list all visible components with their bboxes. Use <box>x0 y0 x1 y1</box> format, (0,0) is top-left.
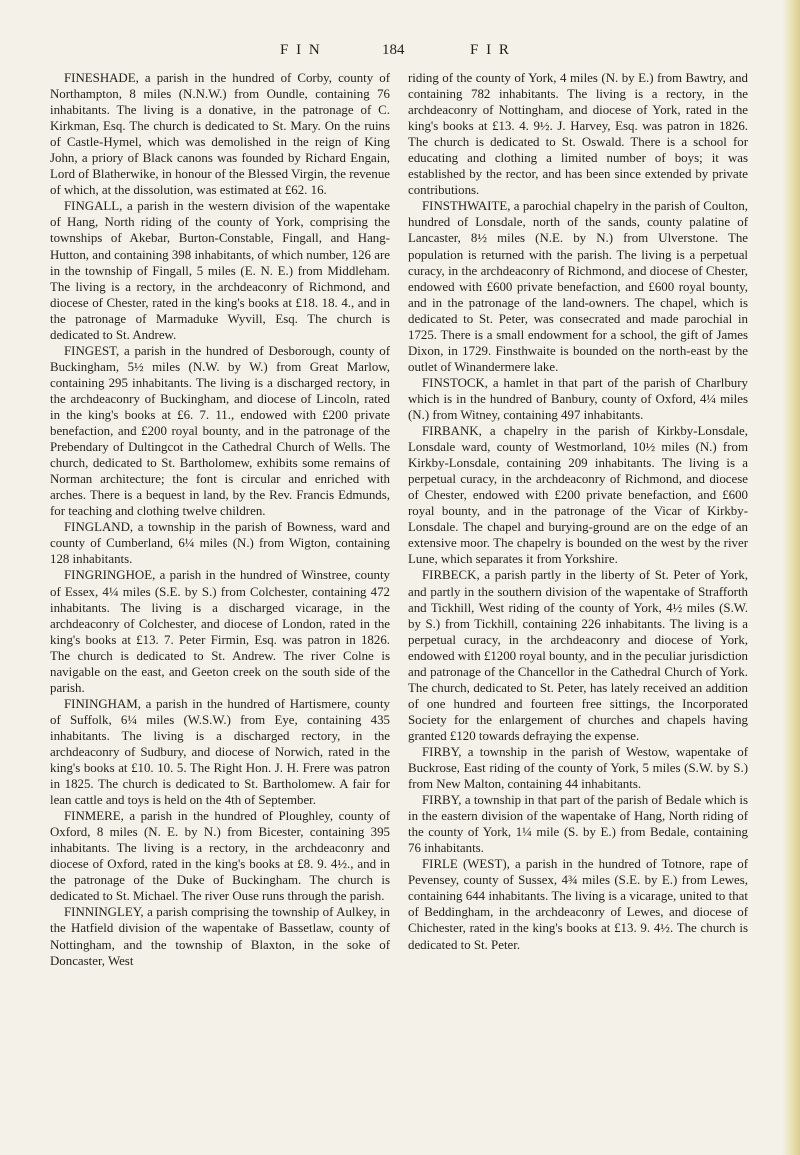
right-column <box>408 70 748 953</box>
gazetteer-entry: FINNINGLEY, a parish comprising the township of Aulkey, in the Hatfield division of the wapentake of Bassetlaw, county of Nottingham, and the township of Blaxton, in the soke of Doncaster, West <box>50 905 390 968</box>
header-left: F I N <box>280 42 322 58</box>
gazetteer-entry: FINGRINGHOE, a parish in the hundred of Winstree, county of Essex, 4¼ miles (S.E. by S.) from Colchester, containing 472 inhabitants. The living is a discharged vicarage, in the archdeaconry of Colchester, and diocese of London, rated in the king's books at £13. 7. Peter Firmin, Esq. was patron in 1826. The church is dedicated to St. Andrew. The river Colne is navigable on the east, and Geeton creek on the south side of the parish. <box>50 568 390 695</box>
page-number: 184 <box>382 42 405 58</box>
gazetteer-entry: FININGHAM, a parish in the hundred of Hartismere, county of Suffolk, 6¼ miles (W.S.W.) from Eye, containing 435 inhabitants. The living is a discharged rectory, in the archdeaconry of Sudbury, and diocese of Norwich, rated in the king's books at £10. 10. 5. The Right Hon. J. H. Frere was patron in 1825. The church is dedicated to St. Bartholomew. A fair for lean cattle and toys is held on the 4th of September. <box>50 696 390 808</box>
gazetteer-entry: riding of the county of York, 4 miles (N. by E.) from Bawtry, and containing 782 inhabitants. The living is a rectory, in the archdeaconry of Nottingham, and diocese of York, rated in the king's books at £13. 4. 9½. J. Harvey, Esq. was patron in 1826. The church is dedicated to St. Oswald. There is a school for educating and clothing a limited number of boys; it was established by the rector, and has been since extended by private contributions. <box>408 71 748 198</box>
gazetteer-entry: FIRBY, a township in that part of the parish of Bedale which is in the eastern division of the wapentake of Hang, North riding of the county of York, 1¼ mile (S. by E.) from Bedale, containing 76 inhabitants. <box>408 793 748 856</box>
header-right: F I R <box>470 42 511 58</box>
gazetteer-entry: FINSTOCK, a hamlet in that part of the parish of Charlbury which is in the hundred of Banbury, county of Oxford, 4¼ miles (N.) from Witney, containing 497 inhabitants. <box>408 375 748 422</box>
gazetteer-entry: FIRBY, a township in the parish of Westow, wapentake of Buckrose, East riding of the county of York, 5 miles (S.W. by S.) from New Malton, containing 44 inhabitants. <box>408 744 748 792</box>
page-edge <box>782 0 800 1155</box>
gazetteer-entry: FIRBANK, a chapelry in the parish of Kirkby-Lonsdale, Lonsdale ward, county of Westmorland, 10½ miles (N.) from Kirkby-Lonsdale, containing 209 inhabitants. The living is a perpetual curacy, in the archdeaconry of Richmond, and diocese of Chester, endowed with £200 private benefaction, and £600 royal bounty, and in the patronage of the Vicar of Kirkby-Lonsdale. The chapel and burying-ground are on the edge of an extensive moor. The chapelry is bounded on the west by the river Lune, which separates it from Yorkshire. <box>408 424 748 567</box>
gazetteer-entry: FINGALL, a parish in the western division of the wapentake of Hang, North riding of the county of York, comprising the townships of Akebar, Burton-Constable, Fingall, and Hang-Hutton, and containing 398 inhabitants, of which number, 126 are in the township of Fingall, 5 miles (E. N. E.) from Middleham. The living is a rectory, in the archdeaconry of Richmond, and diocese of Chester, rated in the king's books at £18. 18. 4., and in the patronage of Marmaduke Wyvill, Esq. The church is dedicated to St. Andrew. <box>50 199 390 342</box>
gazetteer-entry: FIRBECK, a parish partly in the liberty of St. Peter of York, and partly in the southern division of the wapentake of Strafforth and Tickhill, West riding of the county of York, 4½ miles (S.W. by S.) from Tickhill, containing 226 inhabitants. The living is a perpetual curacy, in the archdeaconry and diocese of York, endowed with £1200 royal bounty, and in the peculiar jurisdiction and patronage of the Chancellor in the Cathedral Church of York. The church, dedicated to St. Peter, has lately received an addition of one hundred and fourteen free sittings, the Incorporated Society for the enlargement of churches and chapels having granted £120 towards defraying the expense. <box>408 568 748 743</box>
running-header <box>0 42 800 66</box>
gazetteer-entry: FINESHADE, a parish in the hundred of Corby, county of Northampton, 8 miles (N.N.W.) from Oundle, containing 76 inhabitants. The living is a donative, in the patronage of C. Kirkman, Esq. The church is dedicated to St. Mary. On the ruins of Castle-Hymel, which was demolished in the reign of King John, a priory of Black canons was founded by Richard Engain, Lord of Blatherwike, in honour of the Blessed Virgin, the revenue of which, at the dissolution, was estimated at £62. 16. <box>50 71 390 198</box>
left-column <box>50 70 390 969</box>
gazetteer-entry: FINMERE, a parish in the hundred of Ploughley, county of Oxford, 8 miles (N. E. by N.) from Bicester, containing 395 inhabitants. The living is a rectory, in the archdeaconry and diocese of Oxford, rated in the king's books at £8. 9. 4½., and in the patronage of the Duke of Buckingham. The church is dedicated to St. Michael. The river Ouse runs through the parish. <box>50 809 390 904</box>
gazetteer-entry: FINGLAND, a township in the parish of Bowness, ward and county of Cumberland, 6¼ miles (N.) from Wigton, containing 128 inhabitants. <box>50 520 390 567</box>
gazetteer-entry: FINSTHWAITE, a parochial chapelry in the parish of Coulton, hundred of Lonsdale, north of the sands, county palatine of Lancaster, 8½ miles (N.E. by N.) from Ulverstone. The population is returned with the parish. The living is a perpetual curacy, in the archdeaconry of Richmond, and diocese of Chester, endowed with £600 private benefaction, and £600 royal bounty, and in the patronage of the land-owners. The chapel, which is dedicated to St. Peter, was consecrated and made parochial in 1725. There is a small endowment for a school, the gift of James Dixon, in 1729. Finsthwaite is bounded on the north-east by the outlet of Winandermere lake. <box>408 199 748 374</box>
gazetteer-entry: FIRLE (WEST), a parish in the hundred of Totnore, rape of Pevensey, county of Sussex, 4¾ miles (S.E. by E.) from Lewes, containing 644 inhabitants. The living is a vicarage, united to that of Beddingham, in the archdeaconry of Lewes, and diocese of Chichester, rated in the king's books at £13. 9. 4½. The church is dedicated to St. Peter. <box>408 857 748 952</box>
gazetteer-entry: FINGEST, a parish in the hundred of Desborough, county of Buckingham, 5½ miles (N.W. by W.) from Great Marlow, containing 295 inhabitants. The living is a discharged rectory, in the archdeaconry of Buckingham, and diocese of Lincoln, rated in the king's books at £6. 7. 11., endowed with £200 private benefaction, and £200 royal bounty, and in the patronage of the Prebendary of Dultingcot in the Cathedral Church of Wells. The church, dedicated to St. Bartholomew, exhibits some remains of Norman architecture; the font is circular and enriched with arches. There is a bequest in land, by the Rev. Francis Edmunds, for teaching and clothing twelve children. <box>50 343 390 519</box>
